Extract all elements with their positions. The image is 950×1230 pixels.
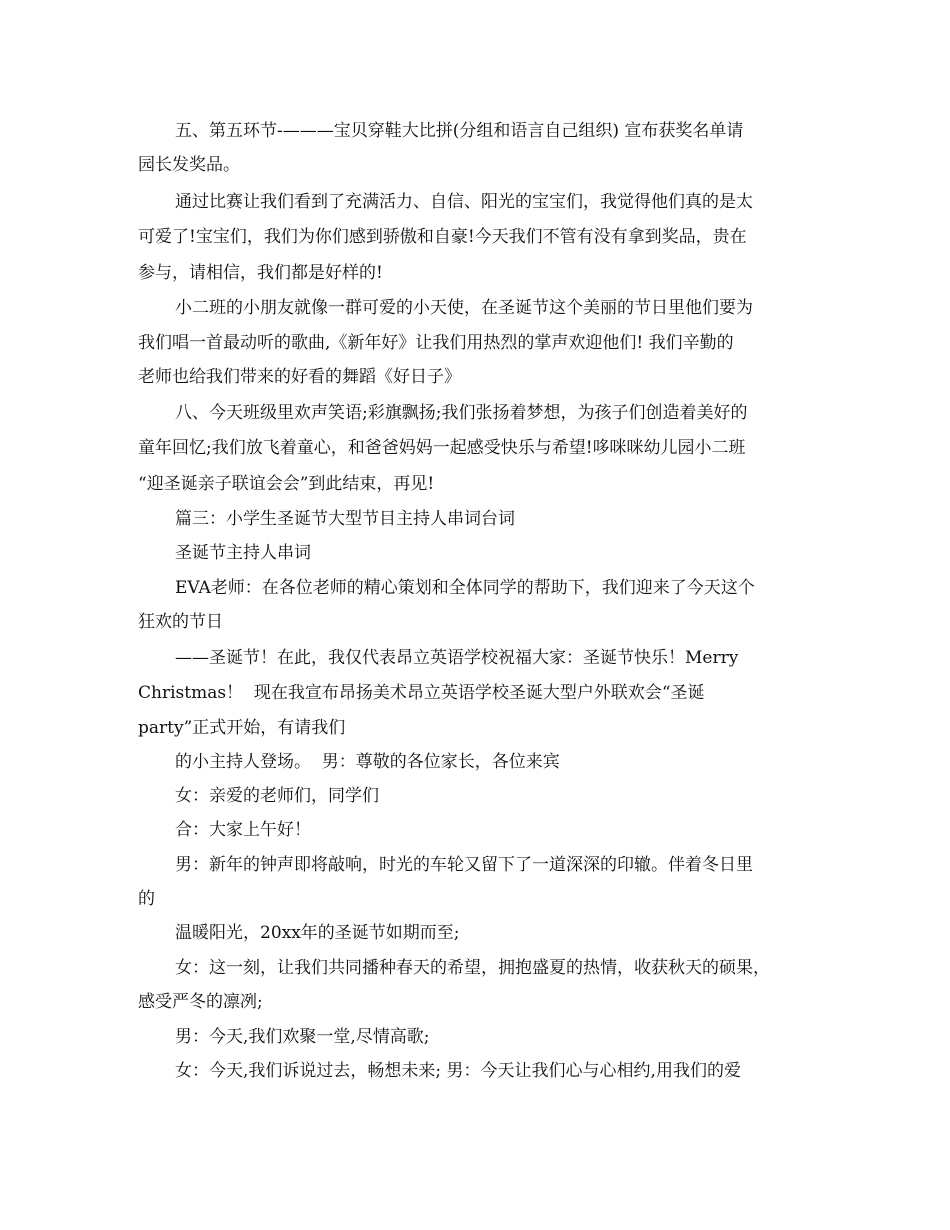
- text-line: 通过比赛让我们看到了充满活力、自信、阳光的宝宝们，我觉得他们真的是太: [175, 192, 753, 212]
- text-line: 八、今天班级里欢声笑语;彩旗飘扬;我们张扬着梦想，为孩子们创造着美好的: [175, 403, 748, 423]
- text-line: Christmas！ 现在我宣布昂扬美术昂立英语学校圣诞大型户外联欢会“圣诞: [138, 683, 705, 703]
- text-line: 感受严冬的凛冽;: [138, 992, 263, 1012]
- text-line: 可爱了!宝宝们，我们为你们感到骄傲和自豪!今天我们不管有没有拿到奖品，贵在: [138, 227, 747, 247]
- text-line: 园长发奖品。: [138, 155, 240, 175]
- text-line: 狂欢的节日: [138, 612, 223, 632]
- text-line: 老师也给我们带来的好看的舞蹈《好日子》: [138, 367, 461, 387]
- text-line: 合：大家上午好！: [175, 820, 311, 840]
- text-line: 温暖阳光，20xx年的圣诞节如期而至;: [175, 923, 460, 943]
- text-line: “迎圣诞亲子联谊会会”到此结束，再见!: [138, 474, 435, 494]
- text-line: 女：亲爱的老师们，同学们: [175, 786, 379, 806]
- text-line: 男：新年的钟声即将敲响，时光的车轮又留下了一道深深的印辙。伴着冬日里: [175, 855, 753, 875]
- subsection-heading: 圣诞节主持人串词: [175, 543, 311, 563]
- text-line: 五、第五环节-———宝贝穿鞋大比拼(分组和语言自己组织) 宣布获奖名单请: [175, 121, 744, 141]
- text-line: 男：今天,我们欢聚一堂,尽情高歌;: [175, 1027, 430, 1047]
- text-line: 的: [138, 889, 155, 909]
- text-line: party”正式开始，有请我们: [138, 718, 346, 738]
- text-line: EVA老师：在各位老师的精心策划和全体同学的帮助下，我们迎来了今天这个: [175, 578, 755, 598]
- text-line: 我们唱一首最动听的歌曲,《新年好》让我们用热烈的掌声欢迎他们! 我们辛勤的: [138, 333, 734, 353]
- text-line: 童年回忆;我们放飞着童心，和爸爸妈妈一起感受快乐与希望!哆咪咪幼儿园小二班: [138, 438, 746, 458]
- section-heading: 篇三：小学生圣诞节大型节目主持人串词台词: [175, 509, 515, 529]
- text-line: 女：今天,我们诉说过去，畅想未来; 男：今天让我们心与心相约,用我们的爱: [175, 1061, 741, 1081]
- text-line: 参与，请相信，我们都是好样的!: [138, 263, 383, 283]
- text-line: 女：这一刻，让我们共同播种春天的希望，拥抱盛夏的热情，收获秋天的硕果，: [175, 958, 770, 978]
- text-line: ——圣诞节！在此，我仅代表昂立英语学校祝福大家：圣诞节快乐！Merry: [175, 648, 739, 668]
- text-line: 的小主持人登场。 男：尊敬的各位家长，各位来宾: [175, 752, 560, 772]
- text-line: 小二班的小朋友就像一群可爱的小天使，在圣诞节这个美丽的节日里他们要为: [175, 298, 753, 318]
